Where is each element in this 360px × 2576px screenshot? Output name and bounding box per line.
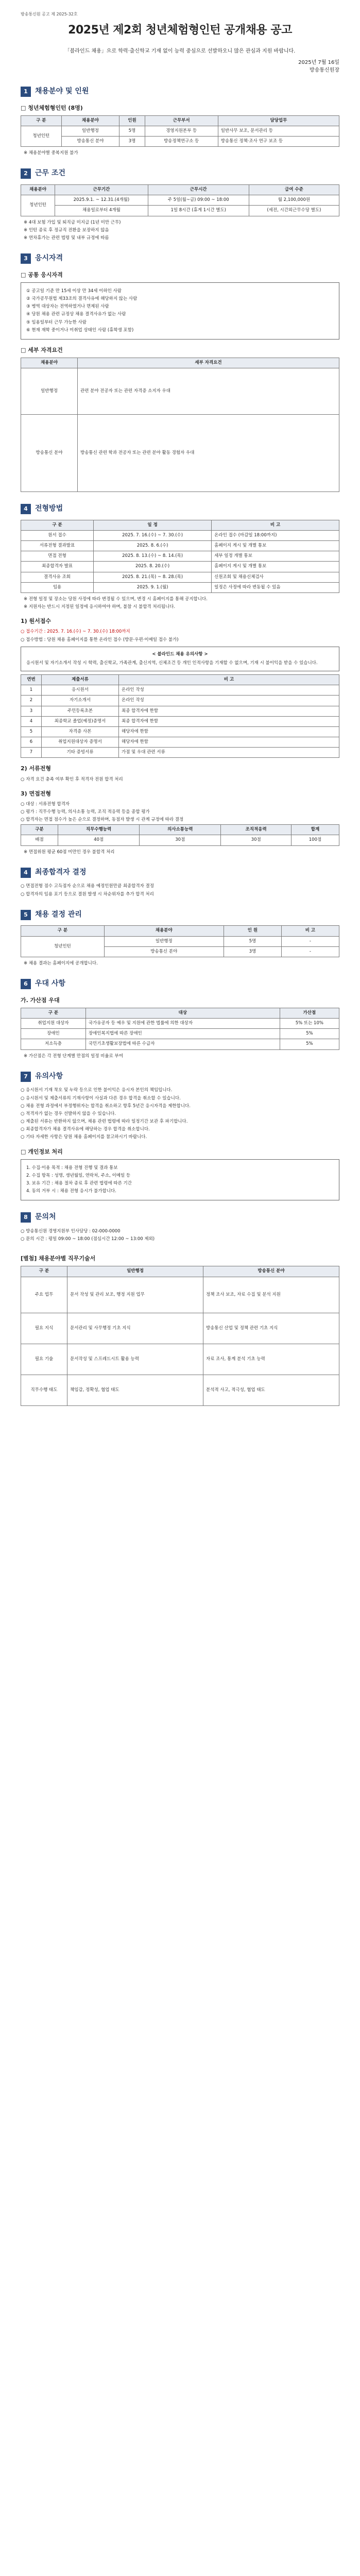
section-number: 3 [21, 253, 31, 264]
section-preference [21, 978, 339, 1060]
subsection-title: □ 세부 자격요건 [21, 346, 63, 353]
contact-phone: ○ 방송통신원 경영지원부 인사담당 : 02-000-0000 [21, 1229, 121, 1234]
section-title: 유의사항 [35, 1072, 63, 1080]
section-contact [21, 1212, 339, 1243]
body-text: ○ 적격자가 없는 경우 선발하지 않을 수 있습니다. [21, 1111, 116, 1116]
table-row: 2 자기소개서 온라인 작성 [21, 696, 339, 706]
table-header: 근무기간 [55, 185, 148, 195]
table-header: 담당업무 [218, 115, 339, 126]
table-header: 대상 [85, 1008, 280, 1018]
table-header: 제출서류 [42, 675, 119, 685]
list-item: ① 공고일 기준 만 15세 이상 만 34세 이하인 사람 [26, 288, 122, 294]
section-number: 8 [21, 1212, 31, 1223]
table-header: 합계 [291, 825, 339, 835]
table-header: 직무수행능력 [58, 825, 140, 835]
table-row: 저소득층 국민기초생활보장법에 따른 수급자 5% [21, 1039, 339, 1049]
table-row: 청년인턴 일반행정 5명 경영지원본부 등 일반사무 보조, 문서관리 등 [21, 126, 339, 136]
note-text: ※ 면접위원 평균 60점 미만인 경우 불합격 처리 [24, 849, 115, 855]
subsection-title: □ 개인정보 처리 [21, 1148, 63, 1155]
list-item: 2. 수집 항목 : 성명, 생년월일, 연락처, 주소, 이메일 등 [26, 1173, 131, 1178]
body-text: ○ 기타 자세한 사항은 당원 채용 홈페이지를 참고하시기 바랍니다. [21, 1134, 147, 1140]
job-description-table [21, 1266, 339, 1405]
section-number: 4 [21, 504, 31, 514]
body-text: ○ 최종합격자가 채용 결격사유에 해당하는 경우 합격을 취소합니다. [21, 1127, 150, 1132]
table-header: 인원 [119, 115, 145, 126]
schedule-table [21, 520, 339, 593]
table-row: 원서 접수 2025. 7. 16.(수) ~ 7. 30.(수) 온라인 접수 (마감일 18:00까지) [21, 530, 339, 540]
body-text: ○ 합격자는 면접 점수가 높은 순으로 결정하며, 동점자 발생 시 관계 규정에 따라 결정 [21, 817, 184, 823]
table-header: 급여 수준 [249, 185, 339, 195]
subsection-title: 2) 서류전형 [21, 765, 52, 772]
subsection-title: 1) 원서접수 [21, 618, 52, 625]
table-row: 4 최종학교 졸업(예정)증명서 최종 합격자에 한함 [21, 716, 339, 726]
recruitment-table [21, 115, 339, 147]
table-row: 배점 40점 30점 30점 100점 [21, 835, 339, 845]
table-header: 근무시간 [148, 185, 249, 195]
note-text: ※ 인턴 종료 후 정규직 전환을 보장하지 않음 [24, 227, 109, 233]
section-result-management [21, 909, 339, 967]
attachment-title: [별첨] 채용분야별 직무기술서 [21, 1255, 96, 1262]
table-header: 비 고 [212, 520, 339, 530]
table-row: 일반행정 관련 분야 전공자 또는 관련 자격증 소지자 우대 [21, 368, 339, 415]
subsection-title: 가. 가산점 우대 [21, 996, 60, 1004]
result-table [21, 925, 339, 957]
body-text: ○ 면접전형 점수 고득점자 순으로 채용 예정인원만큼 최종합격자 결정 [21, 884, 154, 889]
table-header: 인 원 [224, 926, 281, 936]
list-item: ③ 병역 대상자는 전역하였거나 면제된 사람 [26, 304, 109, 310]
table-header: 채용분야 [61, 115, 119, 126]
table-row: 서류전형 결과발표 2025. 8. 6.(수) 홈페이지 게시 및 개별 통보 [21, 541, 339, 551]
table-row: 방송통신 분야 3명 - [21, 946, 339, 957]
table-header: 일 정 [94, 520, 212, 530]
subsection-title: 3) 면접전형 [21, 790, 52, 797]
table-header: 구분 [21, 825, 58, 835]
section-number: 6 [21, 979, 31, 989]
section-title: 최종합격자 결정 [35, 868, 87, 876]
table-row: 최종합격자 발표 2025. 8. 20.(수) 홈페이지 게시 및 개별 통보 [21, 562, 339, 572]
note-text: ※ 가산점은 각 전형 단계별 만점의 일정 비율로 부여 [24, 1053, 123, 1059]
table-header: 근무부서 [145, 115, 218, 126]
section-number: 4 [21, 868, 31, 878]
section-number: 5 [21, 910, 31, 920]
conditions-table [21, 184, 339, 216]
body-text: ○ 대상 : 서류전형 합격자 [21, 801, 70, 807]
apply-period: ○ 접수기간 : 2025. 7. 16.(수) ~ 7. 30.(수) 18:00까지 [21, 629, 130, 635]
list-item: 4. 동의 거부 시 : 채용 전형 응시가 불가합니다. [26, 1189, 116, 1194]
contact-hours: ○ 문의 시간 : 평일 09:00 ~ 18:00 (점심시간 12:00 ~ 13:00 제외) [21, 1236, 155, 1242]
table-header: 세부 자격요건 [78, 358, 339, 368]
table-header: 구 분 [21, 1008, 86, 1018]
section-title: 전형방법 [35, 504, 63, 513]
list-item: 3. 보유 기간 : 채용 절차 종료 후 관련 법령에 따른 기간 [26, 1181, 132, 1187]
section-title: 채용분야 및 인원 [35, 87, 89, 95]
preference-table [21, 1008, 339, 1050]
body-text: ○ 평가 : 직무수행 능력, 의사소통 능력, 조직 적응력 등을 종합 평가 [21, 809, 150, 815]
table-row: 면접 전형 2025. 8. 13.(수) ~ 8. 14.(목) 세부 일정 개별 통보 [21, 551, 339, 562]
table-header: 연번 [21, 675, 42, 685]
table-row: 5 자격증 사본 해당자에 한함 [21, 726, 339, 737]
table-header: 비 고 [119, 675, 339, 685]
detail-qualifications-table [21, 358, 339, 492]
table-row: 청년인턴 일반행정 5명 - [21, 936, 339, 946]
page-title: 2025년 제2회 청년체험형인턴 공개채용 공고 [68, 24, 292, 37]
note-text: ※ 채용 결과는 홈페이지에 공개합니다. [24, 960, 98, 966]
section-title: 채용 결정 관리 [35, 910, 82, 919]
notice-number: 방송통신원 공고 제 2025-32호 [21, 12, 78, 16]
table-row: 채용일로부터 4개월 1일 8시간 (휴게 1시간 별도) (세전, 시간외근무수당 별도) [21, 206, 339, 216]
section-title: 문의처 [35, 1213, 56, 1222]
note-text: ※ 전형 일정 및 장소는 당원 사정에 따라 변경될 수 있으며, 변경 시 홈페이지를 통해 공지합니다. [24, 597, 208, 602]
table-header: 구 분 [21, 520, 94, 530]
table-row: 6 취업지원대상자 증명서 해당자에 한함 [21, 737, 339, 748]
table-header: 가산점 [280, 1008, 339, 1018]
table-row: 취업지원 대상자 국가유공자 등 예우 및 지원에 관한 법률에 의한 대상자 5% 또는 10% [21, 1019, 339, 1029]
list-item: ② 국가공무원법 제33조의 결격사유에 해당하지 않는 사람 [26, 296, 138, 302]
table-header: 의사소통능력 [140, 825, 221, 835]
table-header: 방송통신 분야 [203, 1266, 339, 1277]
list-item: 1. 수집·이용 목적 : 채용 전형 진행 및 결과 통보 [26, 1165, 118, 1171]
table-header: 비 고 [281, 926, 339, 936]
table-header: 구 분 [21, 115, 62, 126]
table-row: 방송통신 분야 방송통신 관련 학과 전공자 또는 관련 분야 활동 경험자 우대 [21, 415, 339, 492]
body-text: ○ 제출된 서류는 반환하지 않으며, 채용 관련 법령에 따라 일정기간 보관 후 파기합니다. [21, 1119, 188, 1125]
section-number: 7 [21, 1072, 31, 1082]
note-text: ※ 연차휴가는 관련 법령 및 내부 규정에 따름 [24, 235, 109, 241]
privacy-box [21, 1159, 339, 1201]
note-text: ※ 지원자는 반드시 지정된 일정에 응시하여야 하며, 불참 시 불합격 처리됩니다. [24, 604, 176, 610]
lead-text: 「블라인드 채용」으로 학력·출신학교 기재 없이 능력 중심으로 선발하오니 많은 관심과 지원 바랍니다. [64, 48, 296, 55]
organization-name: 방송통신원장 [310, 67, 339, 74]
documents-table [21, 674, 339, 758]
table-row: 장애인 장애인복지법에 따른 장애인 5% [21, 1029, 339, 1039]
note-text: ※ 4대 보험 가입 및 퇴직금 미지급 (1년 미만 근무) [24, 219, 121, 225]
section-final-decision [21, 867, 339, 898]
table-header: 채용분야 [21, 185, 55, 195]
table-row: 필요 기술 문서작성 및 스프레드시트 활용 능력 자료 조사, 통계 분석 기초 능력 [21, 1344, 339, 1375]
box-text: 응시원서 및 자기소개서 작성 시 학력, 출신학교, 가족관계, 출신지역, 신체조건 등 개인 인적사항을 기재할 수 없으며, 기재 시 불이익을 받을 수 있습니다. [26, 660, 318, 666]
section-number: 2 [21, 168, 31, 179]
table-row: 1 응시원서 온라인 작성 [21, 685, 339, 696]
table-header: 구 분 [21, 1266, 67, 1277]
table-row: 결격사유 조회 2025. 8. 21.(목) ~ 8. 28.(목) 신원조회 및 채용신체검사 [21, 572, 339, 582]
list-item: ⑤ 임용일부터 근무 가능한 사람 [26, 319, 87, 325]
interview-score-table [21, 824, 339, 845]
section-title: 우대 사항 [35, 979, 65, 988]
common-qualifications [21, 282, 339, 340]
section-process [21, 503, 339, 856]
table-row: 방송통신 분야 3명 방송정책연구소 등 방송통신 정책·조사 연구 보조 등 [21, 137, 339, 147]
list-item: ⑥ 현재 재학 중이거나 미취업 상태인 사람 (휴학생 포함) [26, 327, 134, 333]
body-text: ○ 채용 전형 과정에서 부정행위자는 합격을 취소하고 향후 5년간 응시자격을 제한합니다. [21, 1103, 191, 1109]
table-row: 주요 업무 문서 작성 및 관리 보조, 행정 지원 업무 정책 조사 보조, 자료 수집 및 분석 지원 [21, 1277, 339, 1313]
body-text: ○ 응시원서 기재 착오 및 누락 등으로 인한 불이익은 응시자 본인의 책임입니다. [21, 1088, 173, 1093]
table-header: 구 분 [21, 926, 105, 936]
section-qualifications [21, 253, 339, 492]
table-row: 청년인턴 2025.9.1. ~ 12.31.(4개월) 주 5일(월~금) 09:00 ~ 18:00 월 2,100,000원 [21, 195, 339, 206]
notice-date: 2025년 7월 16일 [298, 59, 339, 65]
table-header: 조직적응력 [221, 825, 292, 835]
list-item: ④ 당원 채용 관련 규정상 채용 결격사유가 없는 사람 [26, 312, 126, 317]
table-row: 7 기타 증빙서류 가점 및 우대 관련 서류 [21, 748, 339, 758]
body-text: ○ 합격자의 임용 포기 등으로 결원 발생 시 차순위자를 추가 합격 처리 [21, 891, 154, 897]
note-text: ※ 채용분야별 중복지원 불가 [24, 150, 78, 156]
blind-notice-box [21, 647, 339, 671]
table-header: 채용분야 [104, 926, 224, 936]
section-title: 응시자격 [35, 254, 63, 263]
table-header: 일반행정 [67, 1266, 203, 1277]
table-row: 3 주민등록초본 최종 합격자에 한함 [21, 706, 339, 716]
section-attachment [21, 1254, 339, 1405]
body-text: ○ 응시원서 및 제출서류의 기재사항이 사실과 다른 경우 합격을 취소할 수 있습니다. [21, 1095, 181, 1101]
table-row: 임용 2025. 9. 1.(월) 일정은 사정에 따라 변동될 수 있음 [21, 582, 339, 592]
section-title: 근무 조건 [35, 169, 65, 178]
body-text: ○ 자격 요건 충족 여부 확인 후 적격자 전원 합격 처리 [21, 776, 123, 782]
section-precautions [21, 1071, 339, 1201]
box-title: < 블라인드 채용 유의사항 > [152, 651, 208, 657]
table-row: 직무수행 태도 책임감, 정확성, 협업 태도 분석적 사고, 적극성, 협업 태도 [21, 1375, 339, 1405]
section-conditions [21, 168, 339, 242]
section-recruitment [21, 86, 339, 157]
apply-method: ○ 접수방법 : 당원 채용 홈페이지를 통한 온라인 접수 (방문·우편·이메일 접수 불가) [21, 637, 179, 642]
section-number: 1 [21, 87, 31, 97]
table-row: 필요 지식 문서관리 및 사무행정 기초 지식 방송통신 산업 및 정책 관련 기초 지식 [21, 1313, 339, 1344]
subsection-title: □ 청년체험형인턴 (8명) [21, 104, 83, 111]
table-header: 채용분야 [21, 358, 78, 368]
subsection-title: □ 공통 응시자격 [21, 271, 63, 278]
